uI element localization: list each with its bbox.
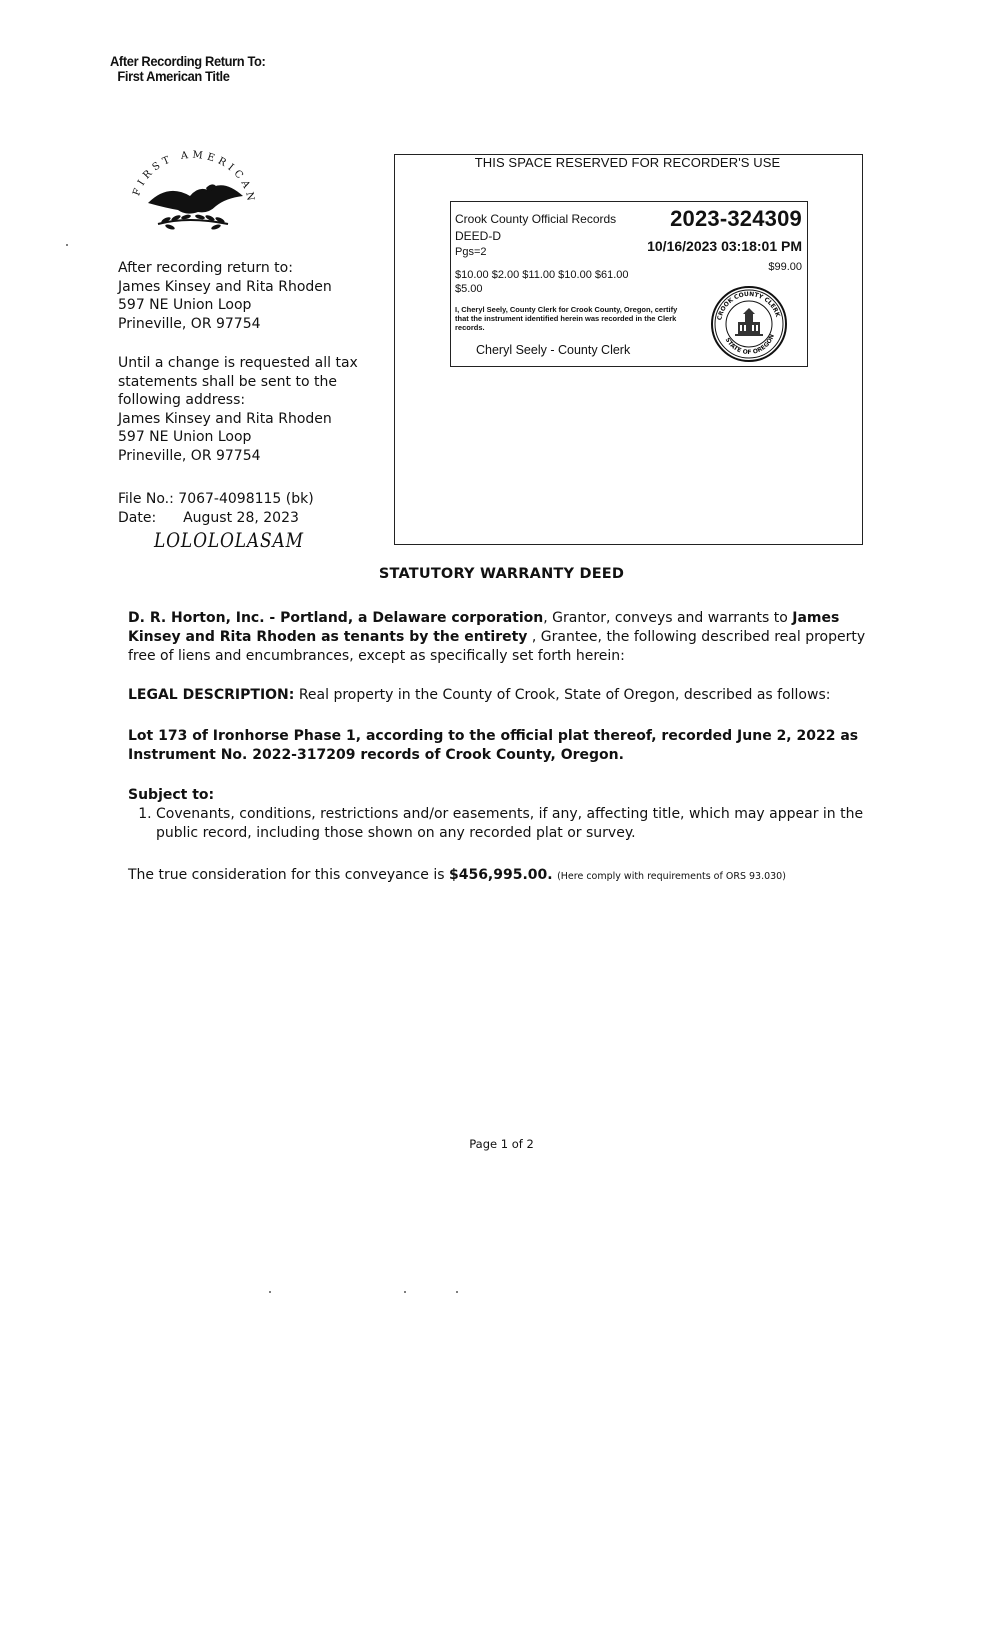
consideration-text: The true consideration for this conveyance is	[128, 867, 449, 883]
recording-office: Crook County Official Records	[455, 212, 617, 226]
tax-address-line1: Until a change is requested all tax	[118, 355, 358, 371]
document-title: STATUTORY WARRANTY DEED	[378, 566, 625, 582]
recorder-reserved-label: THIS SPACE RESERVED FOR RECORDER'S USE	[474, 155, 781, 170]
grantee-rest-text: , Grantee, the following described real property free of liens and encumbrances, except as specifically set forth herein:	[128, 629, 866, 664]
clerk-certification: I, Cheryl Seely, County Clerk for Crook County, Oregon, certify that the instrument identified herein was recorded in the Clerk records.	[455, 305, 678, 332]
total-fee: $99.00	[768, 261, 802, 273]
subject-to-label: Subject to:	[128, 787, 215, 803]
return-address-street: 597 NE Union Loop	[118, 297, 252, 313]
clerk-name: Cheryl Seely - County Clerk	[476, 343, 631, 357]
eagle-icon	[128, 148, 258, 240]
file-date: August 28, 2023	[183, 509, 299, 526]
tax-address-street: 597 NE Union Loop	[118, 429, 252, 445]
first-american-logo	[128, 148, 258, 240]
scan-speck	[404, 1291, 406, 1293]
scan-speck	[269, 1291, 271, 1293]
document-type: DEED-D	[455, 229, 502, 243]
tax-address-line3: following address:	[118, 392, 246, 408]
tax-address-line2: statements shall be sent to the	[118, 373, 337, 390]
conveys-text: , Grantor, conveys and warrants to	[543, 610, 793, 626]
lot-text: Lot 173 of Ironhorse Phase 1, according to the official plat thereof, recorded June 2, 2022 as Instrument No. 2022-317209 records of Crook County, Oregon.	[128, 728, 859, 763]
legal-description	[128, 686, 868, 705]
return-to-line2: First American Title	[117, 68, 230, 84]
county-seal-icon	[709, 284, 789, 364]
consideration-statement	[128, 866, 928, 886]
instrument-number: 2023-324309	[670, 206, 802, 231]
handwritten-note: LOLOLOLASAM	[154, 528, 304, 552]
return-address-city: Prineville, OR 97754	[118, 315, 261, 332]
lot-description	[128, 727, 868, 765]
tax-address-block	[118, 354, 358, 465]
recording-datetime: 10/16/2023 03:18:01 PM	[647, 238, 802, 254]
return-address-block	[118, 259, 332, 333]
consideration-amount: $456,995.00.	[448, 867, 553, 883]
logo-arc-text: FIRST AMERICAN	[131, 149, 257, 206]
fee-line-2: $5.00	[455, 283, 483, 295]
legal-description-text: Real property in the County of Crook, State of Oregon, described as follows:	[294, 687, 831, 703]
tax-address-name: James Kinsey and Rita Rhoden	[118, 410, 332, 427]
grantee-name: James Kinsey and Rita Rhoden as tenants by the entirety	[128, 610, 840, 645]
grantor-name: D. R. Horton, Inc. - Portland, a Delaware corporation	[128, 610, 544, 626]
scan-speck	[66, 244, 68, 246]
seal-bottom-text: STATE OF OREGON	[723, 333, 776, 357]
recording-stamp	[450, 201, 808, 367]
return-address-label: After recording return to:	[118, 260, 293, 276]
subject-to-item: 1. Covenants, conditions, restrictions and/or easements, if any, affecting title, which may appear in the public record, including those shown on any recorded plat or survey.	[156, 805, 868, 843]
file-date-label: Date:	[118, 509, 157, 526]
page-number: Page 1 of 2	[469, 1137, 534, 1151]
page-count: Pgs=2	[455, 246, 487, 258]
seal-top-text: CROOK COUNTY CLERK	[716, 290, 782, 321]
return-address-name: James Kinsey and Rita Rhoden	[118, 278, 332, 295]
file-date-row	[118, 509, 314, 528]
fee-line-1: $10.00 $2.00 $11.00 $10.00 $61.00	[455, 269, 629, 281]
subject-to-section	[128, 786, 868, 843]
conveyance-paragraph	[128, 609, 868, 666]
legal-description-label: LEGAL DESCRIPTION:	[128, 687, 295, 703]
fee-breakdown	[455, 268, 675, 296]
scan-speck	[456, 1291, 458, 1293]
consideration-note: (Here comply with requirements of ORS 93.030)	[557, 871, 786, 882]
return-to-header	[110, 54, 265, 84]
subject-to-list	[128, 805, 868, 843]
return-to-line1: After Recording Return To:	[110, 53, 266, 69]
file-info	[118, 490, 314, 527]
tax-address-city: Prineville, OR 97754	[118, 447, 261, 464]
file-number: File No.: 7067-4098115 (bk)	[118, 491, 314, 507]
